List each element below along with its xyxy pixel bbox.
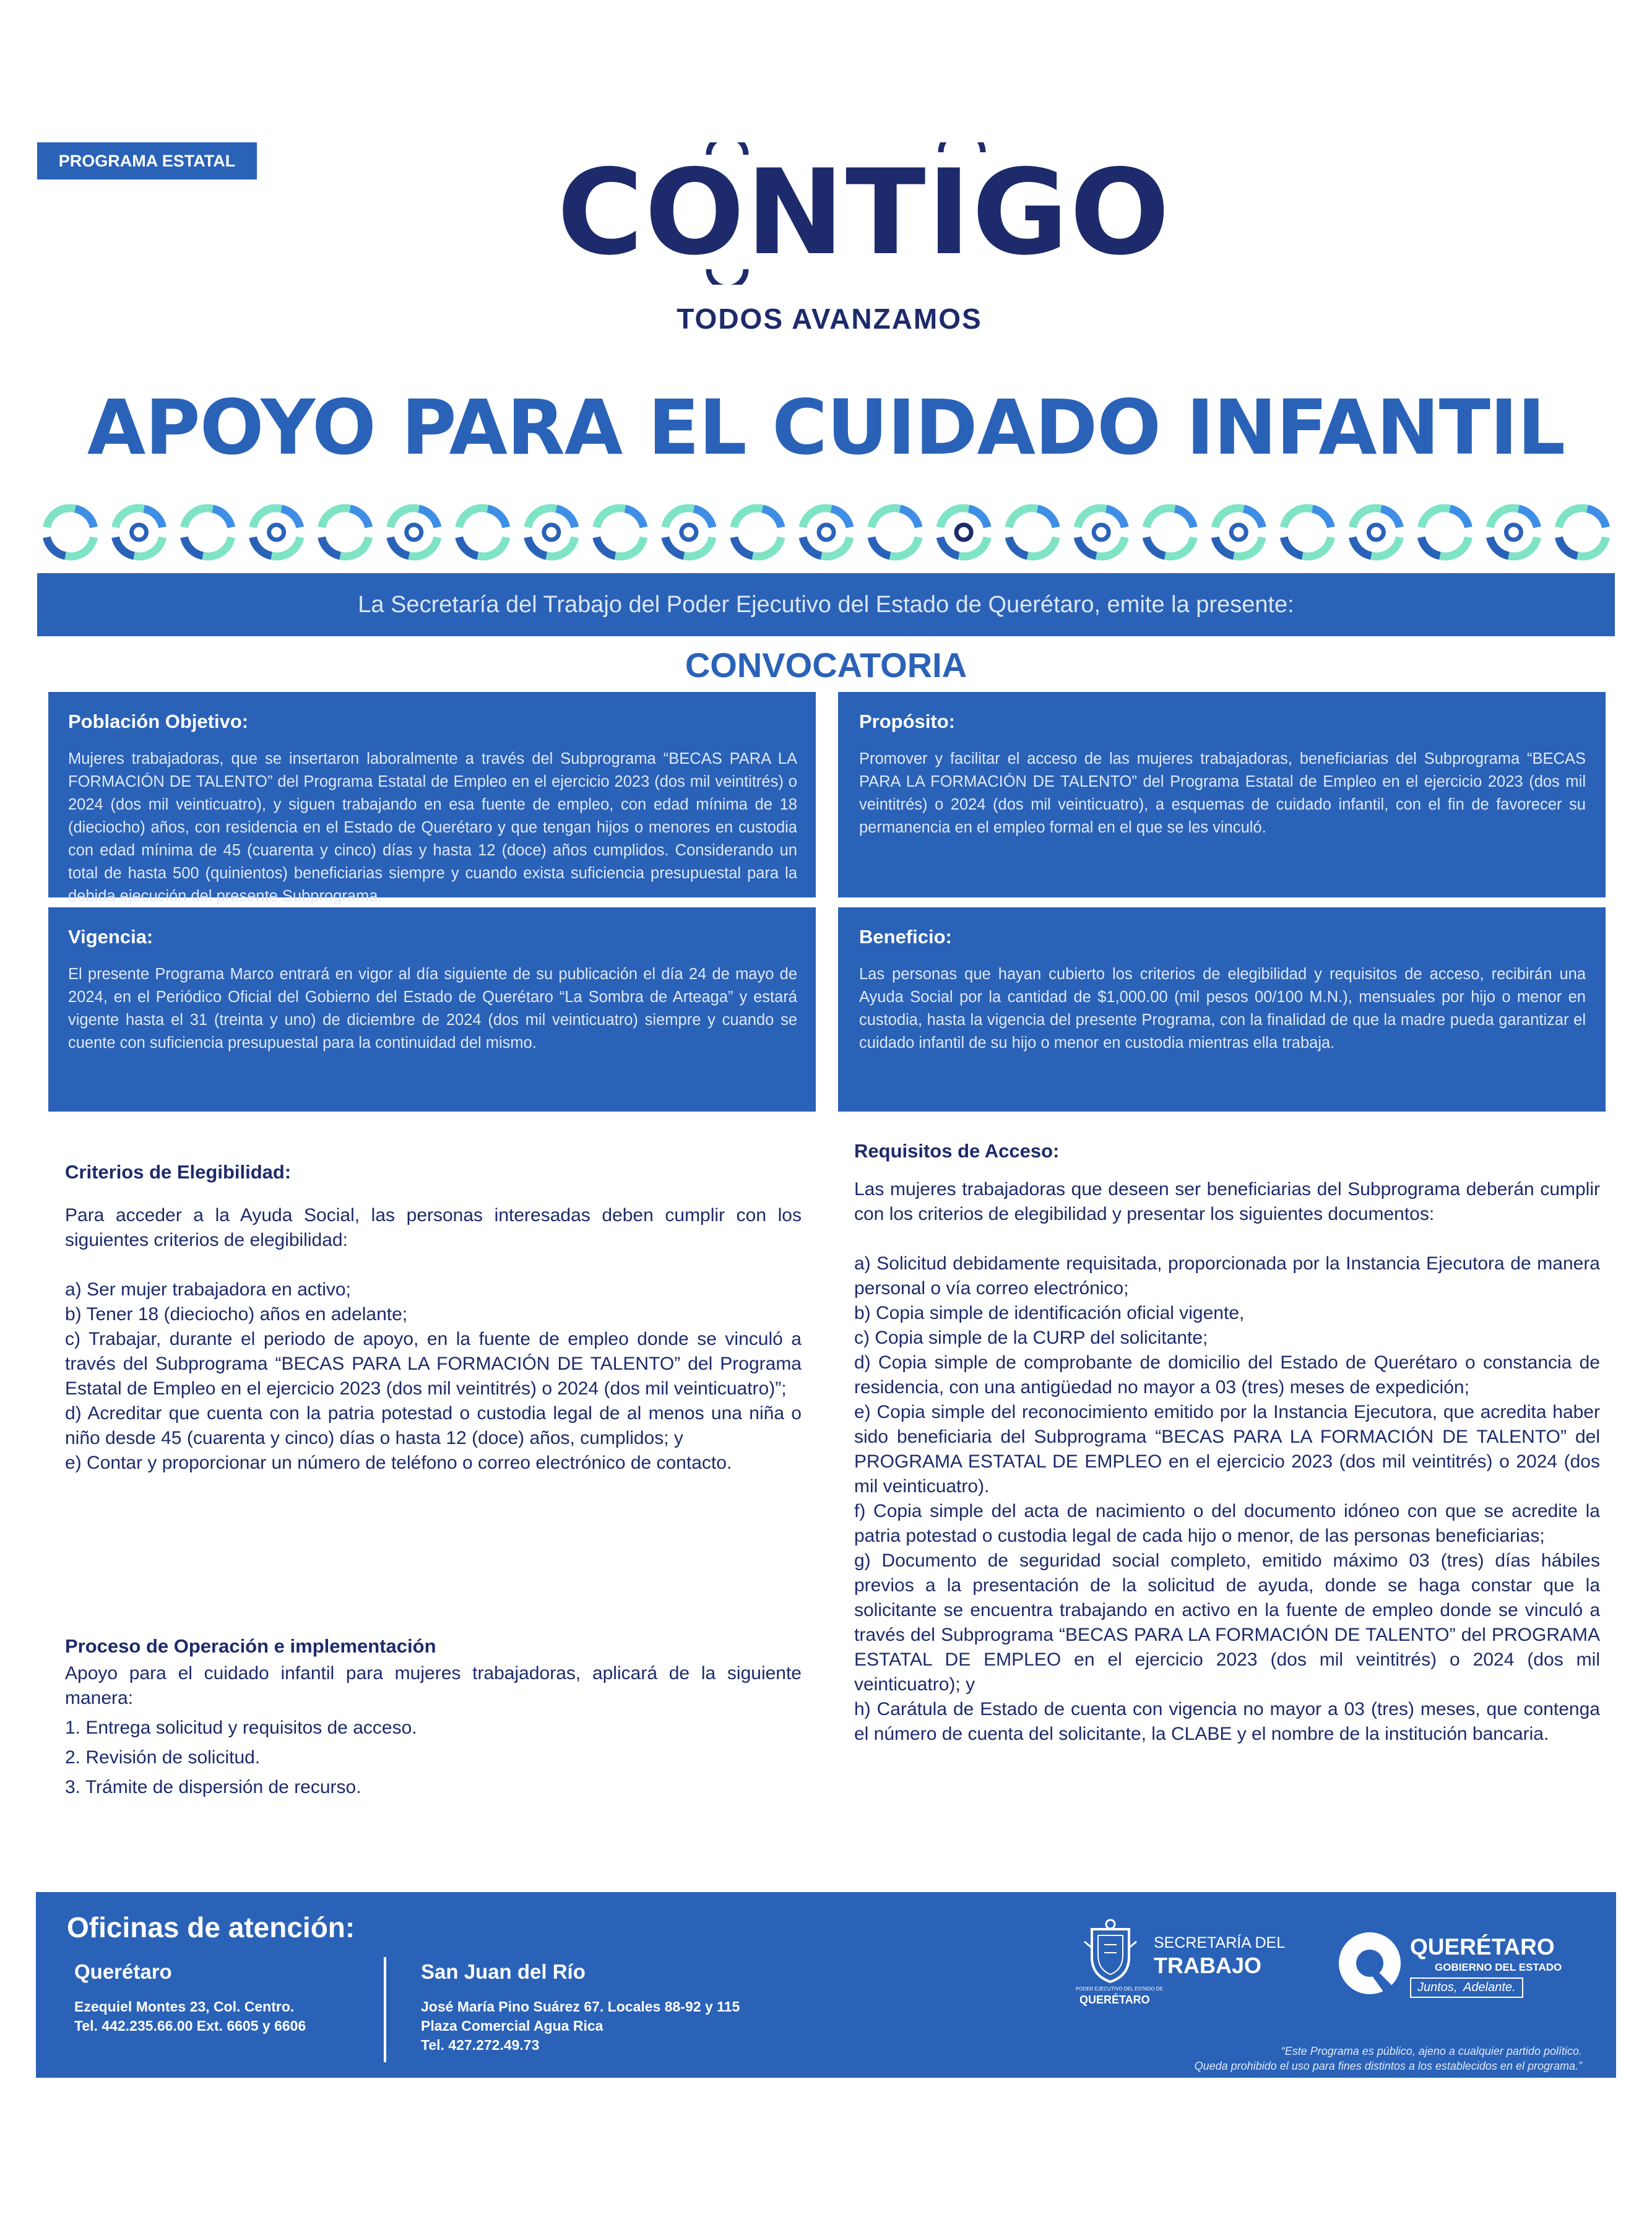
- footer-offices: [36, 1892, 1616, 2078]
- ring-arc: [900, 509, 919, 527]
- queretaro-q-icon: [1336, 1929, 1404, 1997]
- ring-arc: [871, 508, 900, 527]
- ring-arc: [734, 508, 763, 527]
- ring-ornament: [322, 508, 369, 556]
- page-title: APOYO PARA EL CUIDADO INFANTIL: [87, 384, 1565, 472]
- ring-arc: [459, 508, 488, 527]
- ring-arc: [1027, 537, 1056, 556]
- ring-ornament: [1215, 508, 1262, 556]
- decorative-ring-pattern: [36, 500, 1617, 564]
- card-title: Vigencia:: [68, 926, 154, 948]
- card-title: Propósito:: [859, 711, 955, 732]
- ring-arc: [871, 537, 890, 556]
- ring-arc: [1587, 509, 1606, 527]
- ring-arc: [322, 508, 350, 527]
- ring-ornament: [1009, 508, 1056, 556]
- step-item: 1. Entrega solicitud y requisitos de acceso.: [65, 1718, 417, 1738]
- ring-arc: [556, 509, 575, 527]
- ring-arc: [66, 537, 94, 556]
- logo-wordmark: CONTIGO: [557, 144, 1171, 281]
- ring-arc: [969, 509, 987, 527]
- list-item: c) Copia simple de la CURP del solicitante;: [854, 1328, 1208, 1348]
- ring-arc: [459, 537, 478, 556]
- footer-divider: [384, 1957, 386, 2062]
- ring-arc: [1490, 537, 1508, 556]
- ring-ornament: [1421, 508, 1468, 556]
- ring-arc: [116, 537, 134, 556]
- section-title: Proceso de Operación e implementación: [65, 1635, 436, 1657]
- ring-arc: [184, 508, 213, 527]
- office-address: José María Pino Suárez 67. Locales 88-92 y 115: [421, 1999, 740, 2015]
- card-text: Promover y facilitar el acceso de las mujeres trabajadoras, beneficiarias del Subprograma “BECAS PARA LA FORMACIÓN DE TALENTO” del Programa Estatal de Empleo en el ejercicio 2023 (dos mil veintitrés) o 2024 (dos mil veinticuatro), a esquemas de cuidado infantil, con el fin de favorecer su permanencia en el empleo formal en el que se les vinculó.: [859, 750, 1586, 836]
- office-address: Ezequiel Montes 23, Col. Centro.: [74, 1999, 295, 2015]
- card-text: El presente Programa Marco entrará en vigor al día siguiente de su publicación el día 24 de mayo de 2024, en el Periódico Oficial del Gobierno del Estado de Querétaro “La Sombra de Arteaga” y estará vigente hasta el 31 (treinta y uno) de diciembre de 2024 (dos mil veinticuatro) siempre y cuando se cuente con suficiencia presupuestal para la continuidad del mismo.: [68, 966, 797, 1052]
- ring-center-dot: [132, 525, 147, 540]
- ring-arc: [665, 537, 684, 556]
- office-queretaro: [74, 1960, 371, 2036]
- list-item: g) Documento de seguridad social completo, emitido máximo 03 (tres) días hábiles previos a la presentación de la solicitud de ayuda, donde se haga constar que la solicitante se encuentra trabajando en activo en la fuente de empleo donde se vinculó a través del Subprograma “BECAS PARA LA FORMACIÓN DE TALENTO” del PROGRAMA ESTATAL DE EMPLEO en el ejercicio 2023 (dos mil veintitrés) o 2024 (dos mil veinticuatro); y: [854, 1550, 1600, 1695]
- ring-arc: [1078, 537, 1096, 556]
- ring-arc: [1175, 509, 1193, 527]
- gobierno-sub: GOBIERNO DEL ESTADO: [1435, 1961, 1562, 1973]
- list-item: f) Copia simple del acta de nacimiento o del documento idóneo con que se acredite la patria potestad o custodia legal de cada hijo o menor, de las personas beneficiarias;: [854, 1501, 1600, 1546]
- ring-arc: [1559, 537, 1577, 556]
- card-vigencia: [48, 907, 816, 1112]
- list-item: d) Acreditar que cuenta con la patria potestad o custodia legal de al menos una niña o niño desde 45 (cuarenta y cinco) días o hasta 12 (doce) años, cumplidos; y: [65, 1403, 802, 1448]
- step-item: 2. Revisión de solicitud.: [65, 1747, 261, 1768]
- list-item: e) Contar y proporcionar un número de teléfono o correo electrónico de contacto.: [65, 1453, 732, 1473]
- section-title: Requisitos de Acceso:: [854, 1140, 1060, 1162]
- contigo-logo: [557, 142, 1171, 285]
- ring-arc: [47, 537, 66, 556]
- ring-arc: [1146, 537, 1165, 556]
- ring-ornament: [1559, 508, 1606, 556]
- ring-ornament: [597, 508, 644, 556]
- secretaria-line2: TRABAJO: [1154, 1953, 1262, 1978]
- ring-arc: [322, 537, 340, 556]
- ring-ornament: [1352, 508, 1399, 556]
- office-phone: Tel. 427.272.49.73: [421, 2037, 540, 2053]
- ring-ornament: [1490, 508, 1537, 556]
- list-item: d) Copia simple de comprobante de domicilio del Estado de Querétaro o constancia de residencia, con una antigüedad no mayor a 03 (tres) meses de expedición;: [854, 1352, 1600, 1398]
- ring-arc: [1559, 508, 1587, 527]
- section-intro: Apoyo para el cuidado infantil para mujeres trabajadoras, aplicará de la siguiente manera:: [65, 1663, 802, 1708]
- ring-arc: [1284, 508, 1312, 527]
- list-item: a) Solicitud debidamente requisitada, proporcionada por la Instancia Ejecutora de manera personal o vía correo electrónico;: [854, 1253, 1600, 1299]
- ring-ornament: [47, 508, 94, 556]
- ring-center-dot: [1094, 525, 1109, 540]
- ring-arc: [1302, 537, 1331, 556]
- ring-arc: [1421, 537, 1440, 556]
- ring-center-dot: [544, 525, 559, 540]
- section-intro: Para acceder a la Ayuda Social, las personas interesadas deben cumplir con los siguientes criterios de elegibilidad:: [65, 1205, 802, 1250]
- ring-ornament: [871, 508, 919, 556]
- ring-arc: [184, 537, 203, 556]
- ring-arc: [1037, 509, 1056, 527]
- ring-arc: [1215, 537, 1234, 556]
- ring-arc: [831, 509, 850, 527]
- list-item: a) Ser mujer trabajadora en activo;: [65, 1279, 351, 1300]
- ring-arc: [1518, 509, 1537, 527]
- slogan-part1: Juntos,: [1417, 1981, 1458, 1994]
- ring-ornament: [1078, 508, 1125, 556]
- ring-arc: [1243, 509, 1262, 527]
- requisitos-list: [854, 1251, 1600, 1747]
- ring-arc: [528, 537, 547, 556]
- ring-arc: [1312, 509, 1331, 527]
- ring-ornament: [665, 508, 712, 556]
- office-city: Querétaro: [74, 1960, 172, 1983]
- ring-arc: [1381, 509, 1399, 527]
- list-item: h) Carátula de Estado de cuenta con vigencia no mayor a 03 (tres) meses, que contenga el número de cuenta del solicitante, la CLABE y el nombre de la institución bancaria.: [854, 1699, 1600, 1744]
- ring-center-dot: [1506, 525, 1521, 540]
- ring-center-dot: [269, 525, 284, 540]
- ring-center-dot: [956, 525, 971, 540]
- list-item: b) Tener 18 (dieciocho) años en adelante;: [65, 1304, 408, 1325]
- ring-arc: [340, 537, 369, 556]
- ring-arc: [1009, 508, 1037, 527]
- ring-arc: [47, 508, 76, 527]
- ring-arc: [488, 509, 506, 527]
- criterios-list: [65, 1277, 802, 1476]
- ring-arc: [419, 509, 438, 527]
- ring-arc: [1577, 537, 1606, 556]
- ring-arc: [694, 509, 712, 527]
- office-plaza: Plaza Comercial Agua Rica: [421, 2018, 603, 2034]
- office-city: San Juan del Río: [421, 1960, 586, 1983]
- card-title: Beneficio:: [859, 926, 952, 948]
- ring-arc: [1009, 537, 1027, 556]
- legal-note-line2: Queda prohibido el uso para fines distintos a los establecidos en el programa.”: [1194, 2060, 1582, 2072]
- secretaria-trabajo-logo: [1076, 1917, 1336, 2010]
- ring-arc: [76, 509, 94, 527]
- intro-text: La Secretaría del Trabajo del Poder Ejecutivo del Estado de Querétaro, emite la presente:: [358, 591, 1294, 618]
- card-text: Mujeres trabajadoras, que se insertaron laboralmente a través del Subprograma “BECAS PARA LA FORMACIÓN DE TALENTO” del Programa Estatal de Empleo en el ejercicio 2023 (dos mil veintitrés) o 2024 (dos mil veinticuatro), y siguen trabajando en esa fuente de empleo, con edad mínima de 18 (dieciocho) años, con residencia en el Estado de Querétaro y que tengan hijos o menores en custodia con edad mínima de 45 (cuarenta y cinco) días y hasta 12 (doce) años cumplidos. Considerando un total de hasta 500 (quinientos) beneficiarias siempre y cuando exista suficiencia presupuestal para la debida ejecución del presente Subprograma.: [68, 750, 797, 905]
- ring-arc: [253, 537, 272, 556]
- program-badge: PROGRAMA ESTATAL: [37, 142, 257, 179]
- ring-ornament: [459, 508, 506, 556]
- ring-arc: [597, 537, 615, 556]
- ring-ornament: [1146, 508, 1193, 556]
- ring-arc: [144, 509, 163, 527]
- ring-arc: [1421, 508, 1450, 527]
- ring-arc: [391, 537, 409, 556]
- ring-arc: [1284, 537, 1302, 556]
- gobierno-slogan: [1410, 1977, 1523, 1998]
- secretaria-state: QUERÉTARO: [1079, 1994, 1150, 2006]
- footer-title: Oficinas de atención:: [67, 1911, 355, 1943]
- ring-arc: [478, 537, 506, 556]
- card-proposito: [838, 692, 1606, 897]
- ring-ornament: [116, 508, 163, 556]
- office-phone: Tel. 442.235.66.00 Ext. 6605 y 6606: [74, 2018, 306, 2034]
- list-item: b) Copia simple de identificación oficial vigente,: [854, 1303, 1245, 1323]
- list-item: e) Copia simple del reconocimiento emitido por la Instancia Ejecutora, que acredita haber sido beneficiaria del Subprograma “BECAS PARA LA FORMACIÓN DE TALENTO” del PROGRAMA ESTATAL DE EMPLEO en el ejercicio 2023 (dos mil veintitrés) o 2024 (dos mil veinticuatro).: [854, 1402, 1600, 1497]
- card-poblacion-objetivo: [48, 692, 816, 905]
- proceso-section: [65, 1635, 802, 1800]
- ring-arc: [615, 537, 644, 556]
- ring-arc: [1450, 509, 1468, 527]
- gobierno-queretaro-logo: [1336, 1929, 1596, 2016]
- ring-arc: [753, 537, 781, 556]
- ring-ornament: [391, 508, 438, 556]
- ring-center-dot: [1231, 525, 1246, 540]
- ring-arc: [890, 537, 919, 556]
- ring-arc: [213, 509, 231, 527]
- ring-ornament: [184, 508, 231, 556]
- ring-ornament: [734, 508, 781, 556]
- legal-note-line1: “Este Programa es público, ajeno a cualquier partido político.: [1281, 2045, 1582, 2057]
- criterios-section: [65, 1161, 802, 1476]
- ring-center-dot: [681, 525, 696, 540]
- ring-ornament: [803, 508, 850, 556]
- ring-arc: [350, 509, 369, 527]
- ring-arc: [763, 509, 781, 527]
- ring-ornament: [253, 508, 300, 556]
- ring-arc: [203, 537, 231, 556]
- ring-center-dot: [407, 525, 422, 540]
- step-item: 3. Trámite de dispersión de recurso.: [65, 1777, 361, 1797]
- section-title: Criterios de Elegibilidad:: [65, 1161, 292, 1183]
- secretaria-small: PODER EJECUTIVO DEL ESTADO DE: [1076, 1986, 1163, 1992]
- ring-arc: [940, 537, 959, 556]
- ring-arc: [734, 537, 753, 556]
- state-seal-icon: [1079, 1917, 1141, 1985]
- ring-center-dot: [1369, 525, 1383, 540]
- ring-center-dot: [819, 525, 834, 540]
- logo-tagline: TODOS AVANZAMOS: [677, 303, 982, 335]
- ring-arc: [625, 509, 644, 527]
- ring-ornament: [940, 508, 987, 556]
- ring-arc: [1352, 537, 1371, 556]
- secretaria-line1: SECRETARÍA DEL: [1154, 1934, 1286, 1951]
- ring-ornament: [1284, 508, 1331, 556]
- ring-arc: [597, 508, 625, 527]
- ring-arc: [1440, 537, 1468, 556]
- list-item: c) Trabajar, durante el periodo de apoyo, en la fuente de empleo donde se vinculó a través del Subprograma “BECAS PARA LA FORMACIÓN DE TALENTO” del Programa Estatal de Empleo en el ejercicio 2023 (dos mil veintitrés) o 2024 (dos mil veinticuatro)”;: [65, 1329, 802, 1399]
- card-title: Población Objetivo:: [68, 711, 249, 732]
- card-text: Las personas que hayan cubierto los criterios de elegibilidad y requisitos de acceso, recibirán una Ayuda Social por la cantidad de $1,000.00 (mil pesos 00/100 M.N.), mensuales por hijo o menor en custodia, hasta la vigencia del presente Programa, con la finalidad de que la madre pueda garantizar el cuidado infantil de su hijo o menor en custodia mientras ella trabaja.: [859, 966, 1586, 1052]
- convocatoria-heading: CONVOCATORIA: [685, 646, 967, 685]
- gobierno-name: QUERÉTARO: [1410, 1934, 1555, 1960]
- section-intro: Las mujeres trabajadoras que deseen ser beneficiarias del Subprograma deberán cumplir con los criterios de elegibilidad y presentar los siguientes documentos:: [854, 1179, 1600, 1224]
- slogan-part2: Adelante.: [1463, 1981, 1516, 1994]
- ring-arc: [1146, 508, 1175, 527]
- ring-ornament: [528, 508, 575, 556]
- card-beneficio: [838, 907, 1606, 1112]
- requisitos-section: [854, 1140, 1600, 1747]
- ring-arc: [803, 537, 821, 556]
- ring-arc: [282, 509, 300, 527]
- ring-arc: [1165, 537, 1193, 556]
- intro-banner: [37, 573, 1615, 636]
- office-san-juan: [421, 1960, 792, 2055]
- legal-note: [1195, 2044, 1582, 2073]
- ring-arc: [1106, 509, 1125, 527]
